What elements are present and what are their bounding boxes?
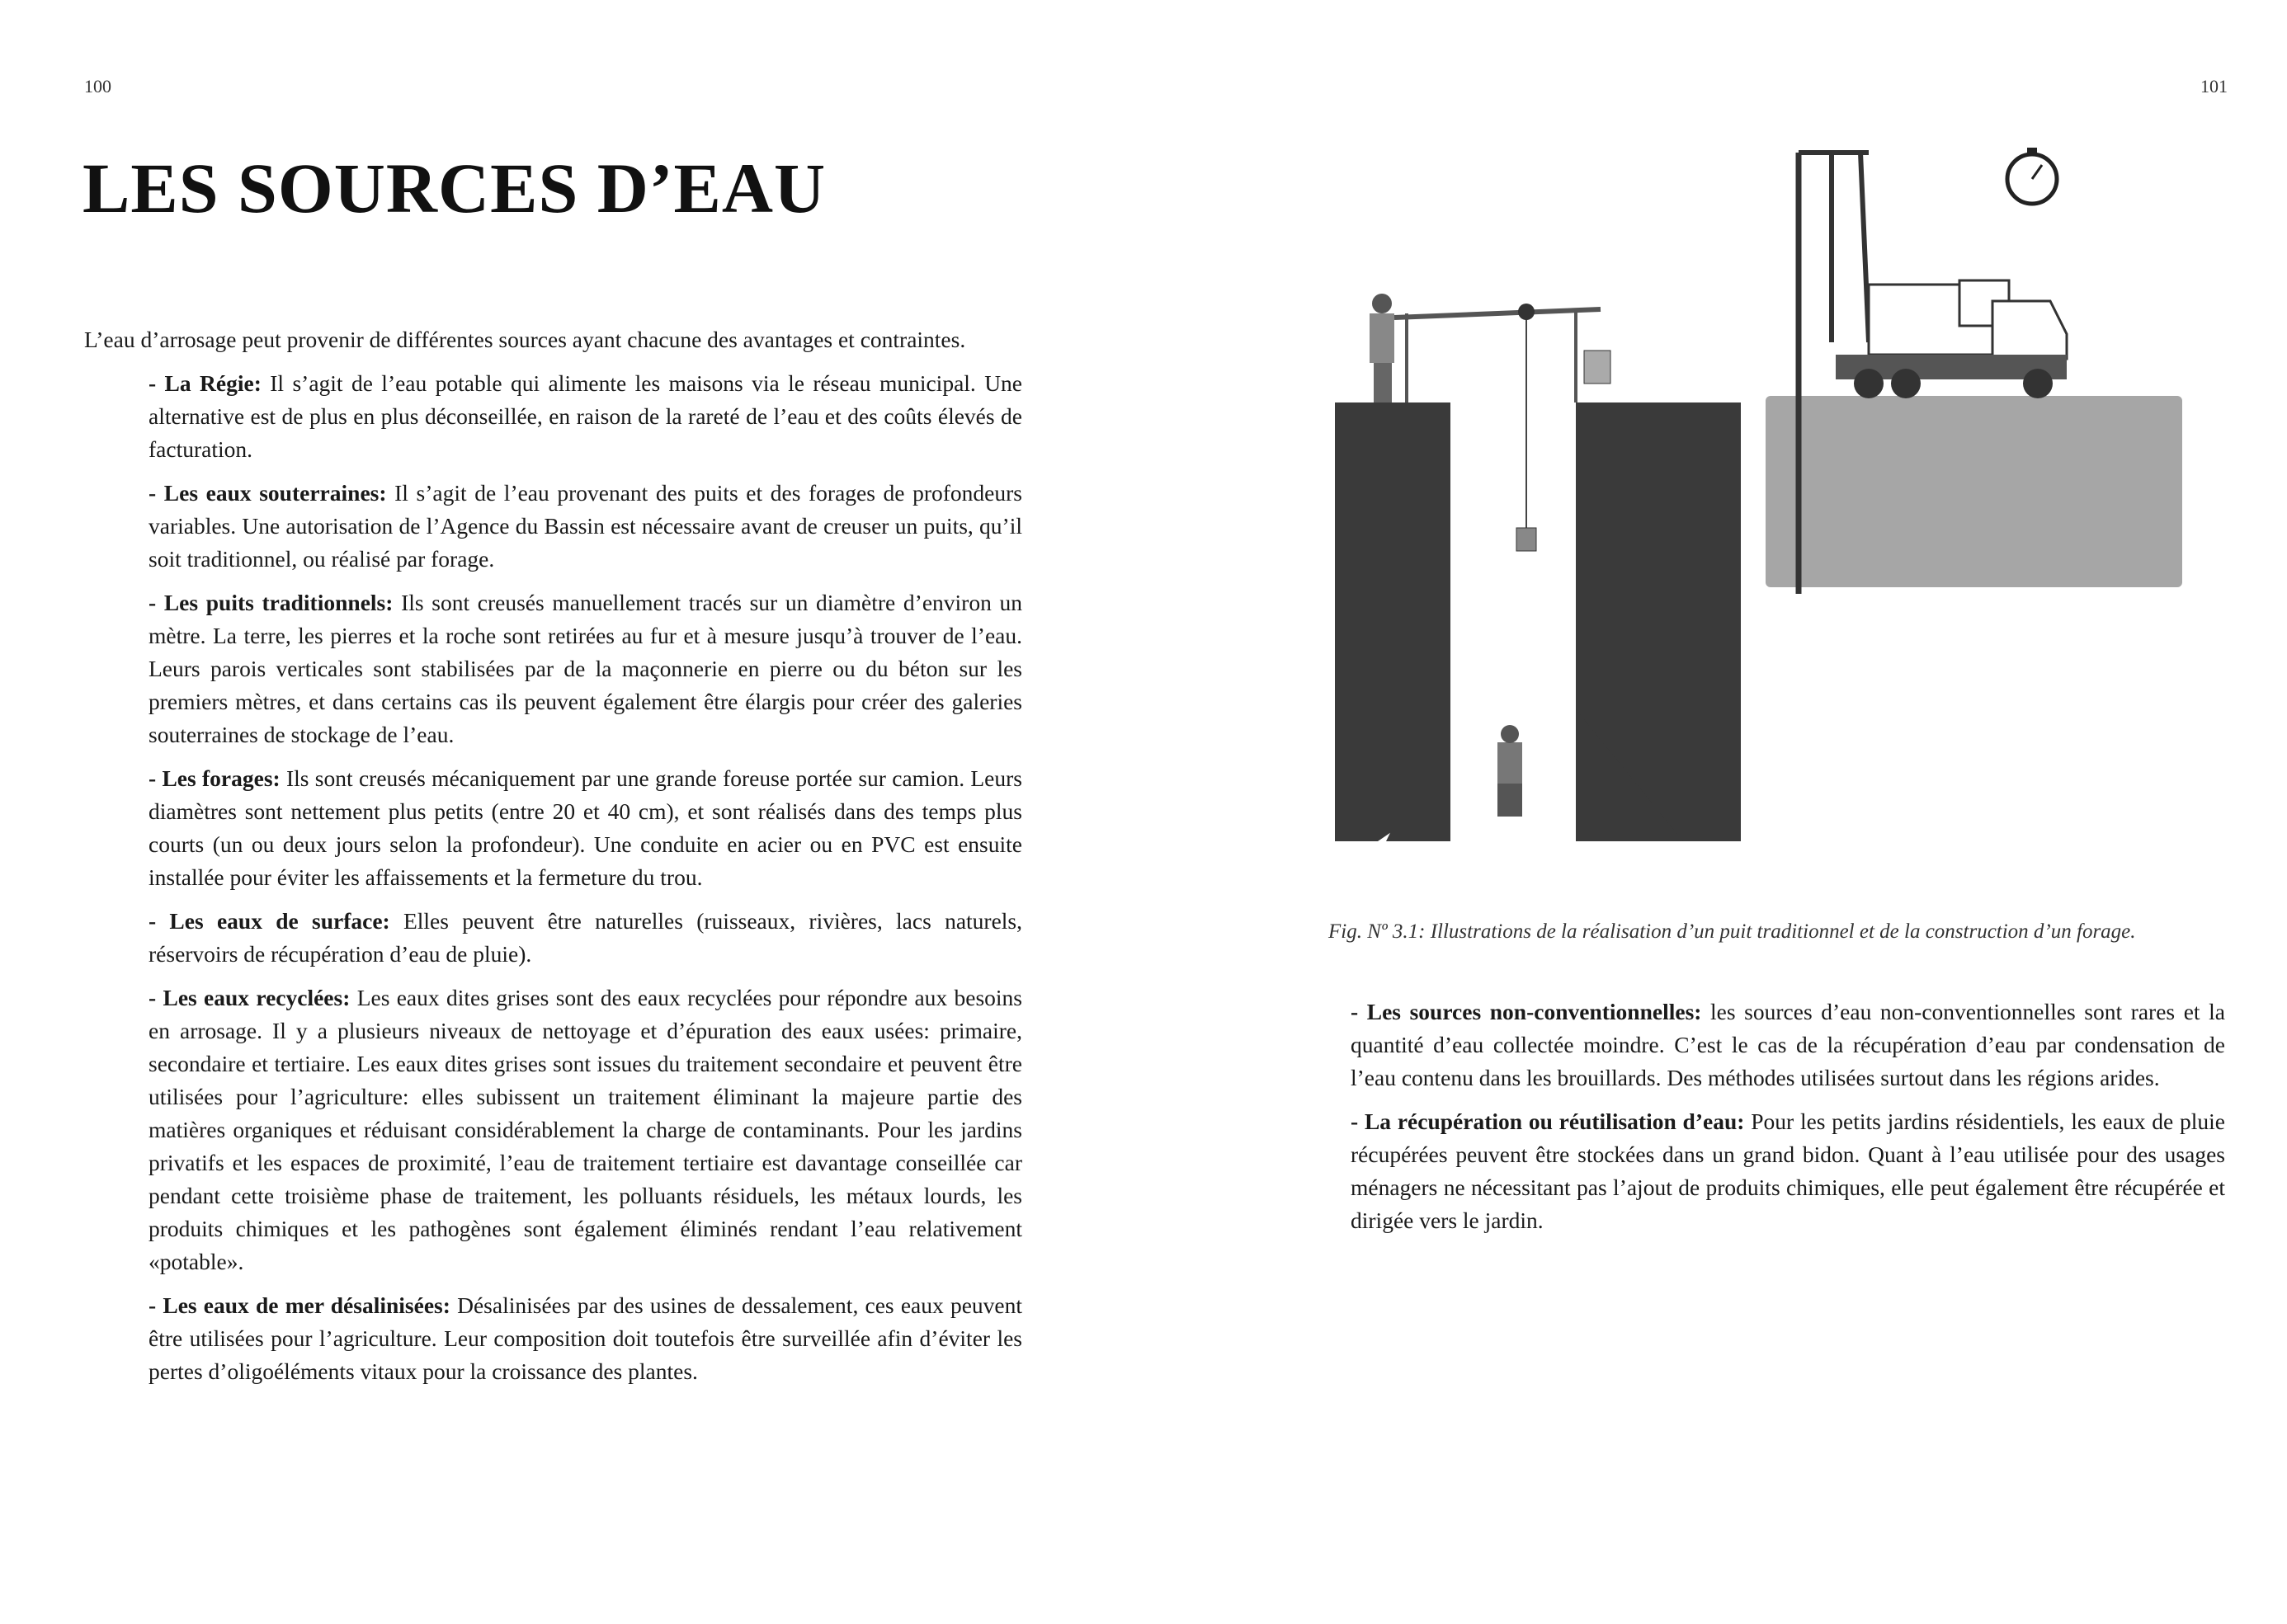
- traditional-well-illustration: [1328, 280, 1749, 891]
- source-description: Elles peuvent être naturelles (ruisseaux, rivières, lacs naturels, réservoirs de récupération d’eau de pluie).: [149, 908, 1022, 967]
- source-description: Désalinisées par des usines de dessalement, ces eaux peuvent être utilisées pour l’agriculture. Leur composition doit toutefois être surveillée afin d’éviter les pertes d’oligoéléments vitaux pour la croissance des plantes.: [149, 1292, 1022, 1384]
- intro-paragraph: L’eau d’arrosage peut provenir de différentes sources ayant chacune des avantages et contraintes.: [84, 327, 966, 352]
- left-column: [84, 323, 1022, 1399]
- source-item: [149, 905, 1022, 971]
- figure-caption: Fig. Nº 3.1: Illustrations de la réalisation d’un puit traditionnel et de la construction d’un forage.: [1328, 920, 2136, 943]
- source-description: Ils sont creusés mécaniquement par une grande foreuse portée sur camion. Leurs diamètres sont nettement plus petits (entre 20 et 40 cm), et sont réalisés dans des temps plus courts (un ou deux jours selon la profondeur). Une conduite en acier ou en PVC est ensuite installée pour éviter les affaissements et la fermeture du trou.: [149, 765, 1022, 890]
- source-term: - La Régie:: [149, 370, 262, 396]
- source-item: [1351, 996, 2225, 1094]
- source-item: [149, 477, 1022, 576]
- source-description: Pour les petits jardins résidentiels, les eaux de pluie récupérées peuvent être stockées dans un grand bidon. Quant à l’eau utilisée pour des usages ménagers ne nécessitant pas l’ajout de produits chimiques, elle peut également être récupérée et dirigée vers le jardin.: [1351, 1109, 2225, 1233]
- source-description: Il s’agit de l’eau potable qui alimente les maisons via le réseau municipal. Une alternative est de plus en plus déconseillée, en raison de la rareté de l’eau et des coûts élevés de facturation.: [149, 370, 1023, 462]
- source-term: - Les eaux de surface:: [149, 908, 390, 934]
- drilling-truck-illustration: [1761, 144, 2190, 594]
- source-item: [149, 367, 1022, 466]
- source-term: - Les eaux de mer désalinisées:: [149, 1292, 450, 1318]
- source-term: - Les eaux souterraines:: [149, 480, 387, 506]
- source-term: - Les eaux recyclées:: [149, 985, 351, 1010]
- source-term: - Les sources non-conventionnelles:: [1351, 999, 1702, 1024]
- source-term: - La récupération ou réutilisation d’eau:: [1351, 1109, 1745, 1134]
- source-term: - Les forages:: [149, 765, 281, 791]
- source-term: - Les puits traditionnels:: [149, 590, 394, 615]
- page-number-right: 101: [2200, 76, 2228, 96]
- source-item: [149, 762, 1022, 894]
- source-description: Il s’agit de l’eau provenant des puits et des forages de profondeurs variables. Une autorisation de l’Agence du Bassin est nécessaire avant de creuser un puits, qu’il soit traditionnel, ou réalisé par forage.: [149, 480, 1022, 572]
- page-title: LES SOURCES D’EAU: [83, 148, 827, 228]
- source-item: [149, 1289, 1022, 1388]
- page-number-left: 100: [84, 76, 111, 96]
- source-item: [1351, 1105, 2225, 1237]
- source-description: Ils sont creusés manuellement tracés sur un diamètre d’environ un mètre. La terre, les pierres et la roche sont retirées au fur et à mesure jusqu’à trouver de l’eau. Leurs parois verticales sont stabilisées par de la maçonnerie en pierre ou du béton sur les premiers mètres, et dans certains cas ils peuvent également être élargis pour créer des galeries souterraines de stockage de l’eau.: [149, 590, 1022, 747]
- source-description: les sources d’eau non-conventionnelles sont rares et la quantité d’eau collectée moindre. C’est le cas de la récupération d’eau par condensation de l’eau contenu dans les brouillards. Des méthodes utilisées surtout dans les régions arides.: [1351, 999, 2225, 1090]
- source-item: [149, 981, 1022, 1278]
- right-column: [1351, 996, 2225, 1248]
- source-item: [149, 586, 1022, 751]
- source-description: Les eaux dites grises sont des eaux recyclées pour répondre aux besoins en arrosage. Il y a plusieurs niveaux de nettoyage et d’épuration des eaux usées: primaire, secondaire et tertiaire. Les eaux dites grises sont issues du traitement secondaire et peuvent être utilisées pour l’agriculture: elles subissent un traitement éliminant la majeure partie des matières organiques et réduisant considérablement la charge de contaminants. Pour les jardins privatifs et les espaces de proximité, l’eau de traitement tertiaire est davantage conseillée car pendant cette troisième phase de traitement, les polluants résiduels, les métaux lourds, les produits chimiques et les pathogènes sont également éliminés rendant l’eau relativement «potable».: [149, 985, 1022, 1274]
